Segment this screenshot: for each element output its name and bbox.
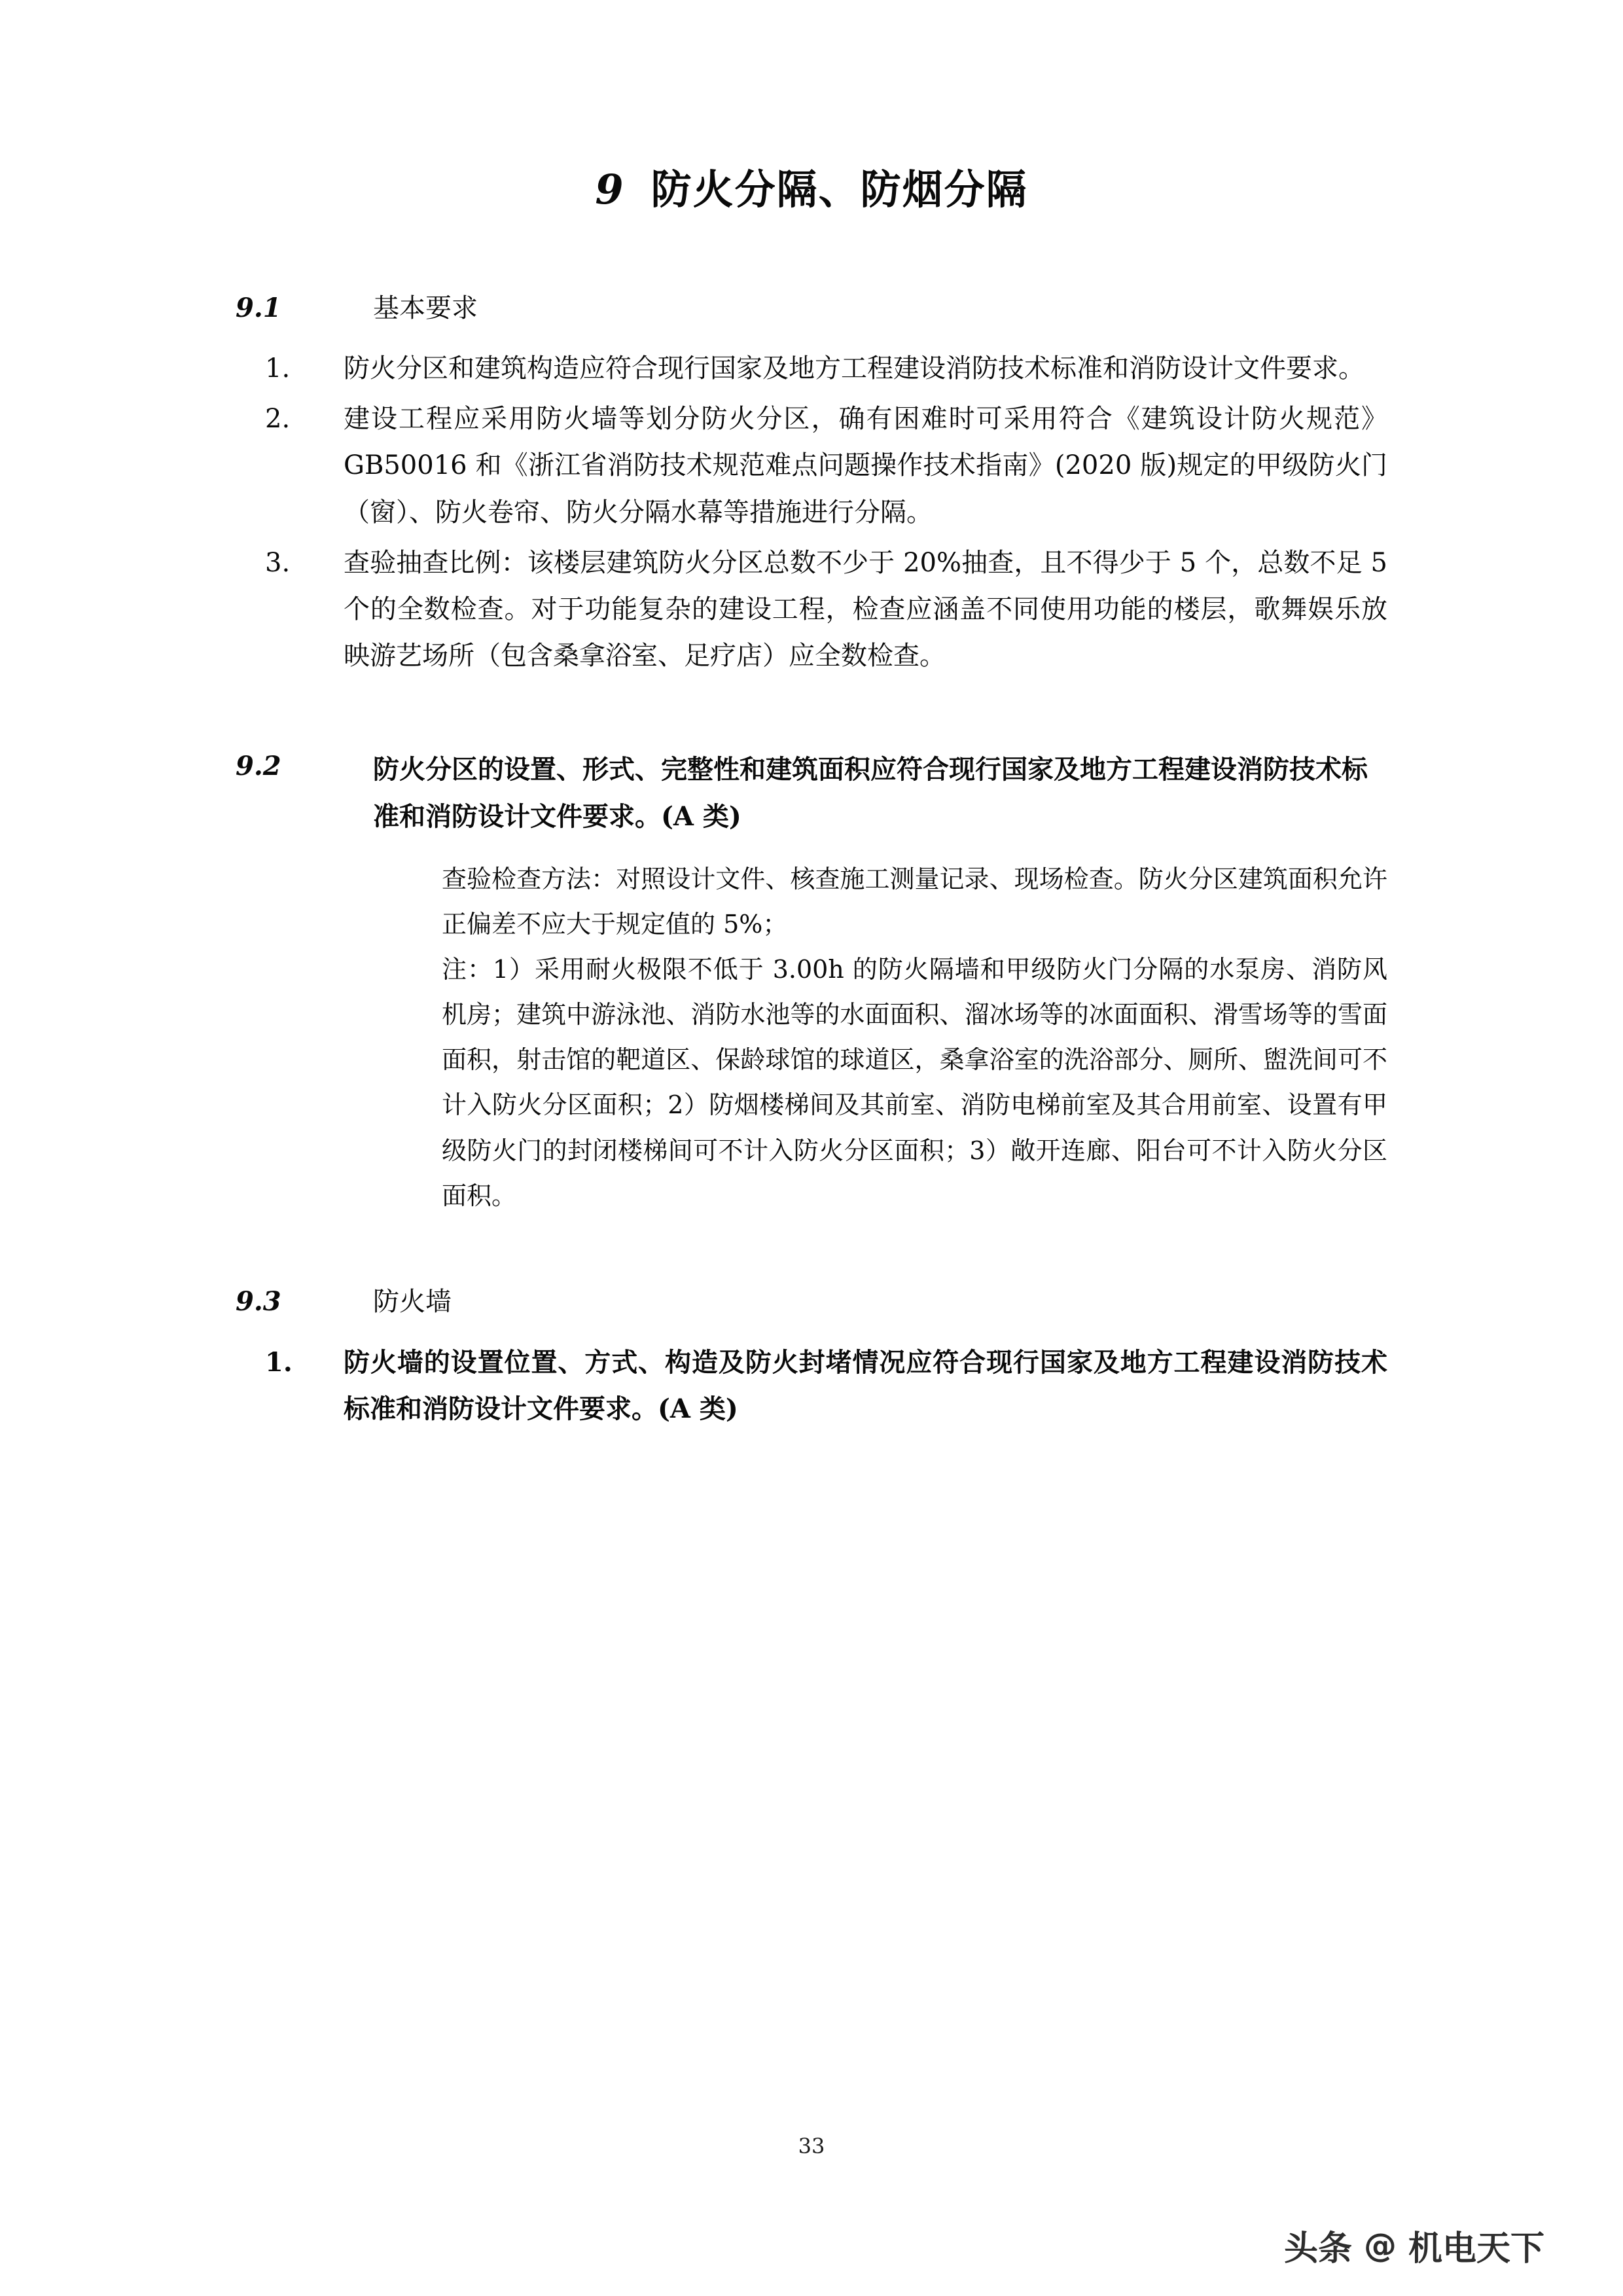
section-title-9-2: 防火分区的设置、形式、完整性和建筑面积应符合现行国家及地方工程建设消防技术标准和消防设计文件要求。(A 类) <box>373 754 1368 832</box>
watermark-account: 机电天下 <box>1408 2229 1544 2269</box>
spacer <box>236 1322 1387 1339</box>
page-title-text: 防火分隔、防烟分隔 <box>651 166 1028 213</box>
watermark <box>1284 2221 1544 2270</box>
section-heading-9-1 <box>236 288 1387 329</box>
section-9-2-method: 查验检查方法：对照设计文件、核查施工测量记录、现场检查。防火分区建筑面积允许正偏差不应大于规定值的 5%； <box>442 864 1387 939</box>
spacer <box>236 329 1387 346</box>
list-item-marker: 3. <box>265 547 291 578</box>
list-item-text: 建设工程应采用防火墙等划分防火分区，确有困难时可采用符合《建筑设计防火规范》GB50016 和《浙江省消防技术规范难点问题操作技术指南》(2020 版)规定的甲级防火门（窗）、防火卷帘、防火分隔水幕等措施进行分隔。 <box>344 404 1387 528</box>
list-item <box>236 540 1387 680</box>
spacer <box>236 683 1387 746</box>
list-item <box>236 1339 1387 1432</box>
list-item-text: 查验抽查比例：该楼层建筑防火分区总数不少于 20%抽查，且不得少于 5 个，总数不足 5 个的全数检查。对于功能复杂的建设工程，检查应涵盖不同使用功能的楼层，歌舞娱乐放映游艺场所（包含桑拿浴室、足疗店）应全数检查。 <box>344 547 1387 672</box>
document-body <box>236 288 1387 1436</box>
section-title-9-1: 基本要求 <box>373 293 478 323</box>
spacer <box>236 1219 1387 1282</box>
list-item-marker: 1. <box>265 1346 293 1378</box>
list-item-text: 防火分区和建筑构造应符合现行国家及地方工程建设消防技术标准和消防设计文件要求。 <box>344 353 1364 384</box>
list-item-marker: 2. <box>265 404 291 435</box>
watermark-at-symbol: @ <box>1363 2226 1397 2265</box>
section-title-9-3: 防火墙 <box>373 1286 452 1317</box>
section-number-9-1: 9.1 <box>236 293 281 323</box>
watermark-brand: 头条 <box>1283 2229 1352 2269</box>
section-heading-9-2 <box>236 746 1387 839</box>
spacer <box>236 840 1387 857</box>
list-item-text: 防火墙的设置位置、方式、构造及防火封堵情况应符合现行国家及地方工程建设消防技术标准和消防设计文件要求。(A 类) <box>344 1346 1387 1425</box>
page-number: 33 <box>798 2134 825 2159</box>
list-9-3 <box>236 1339 1387 1432</box>
list-item-marker: 1. <box>265 353 291 384</box>
page-title <box>0 157 1623 215</box>
section-number-9-3: 9.3 <box>236 1285 281 1317</box>
section-number-9-2: 9.2 <box>236 751 281 782</box>
section-heading-9-3 <box>236 1282 1387 1322</box>
list-item <box>236 346 1387 392</box>
section-9-2-note: 注：1）采用耐火极限不低于 3.00h 的防火隔墙和甲级防火门分隔的水泵房、消防风机房；建筑中游泳池、消防水池等的水面面积、溜冰场等的冰面面积、滑雪场等的雪面面积，射击馆的靶道区、保龄球馆的球道区，桑拿浴室的洗浴部分、厕所、盥洗间可不计入防火分区面积；2）防烟楼梯间及其前室、消防电梯前室及其合用前室、设置有甲级防火门的封闭楼梯间可不计入防火分区面积；3）敞开连廊、阳台可不计入防火分区面积。 <box>442 955 1387 1210</box>
list-item <box>236 396 1387 536</box>
page-title-number: 9 <box>595 166 625 213</box>
list-9-1 <box>236 346 1387 679</box>
